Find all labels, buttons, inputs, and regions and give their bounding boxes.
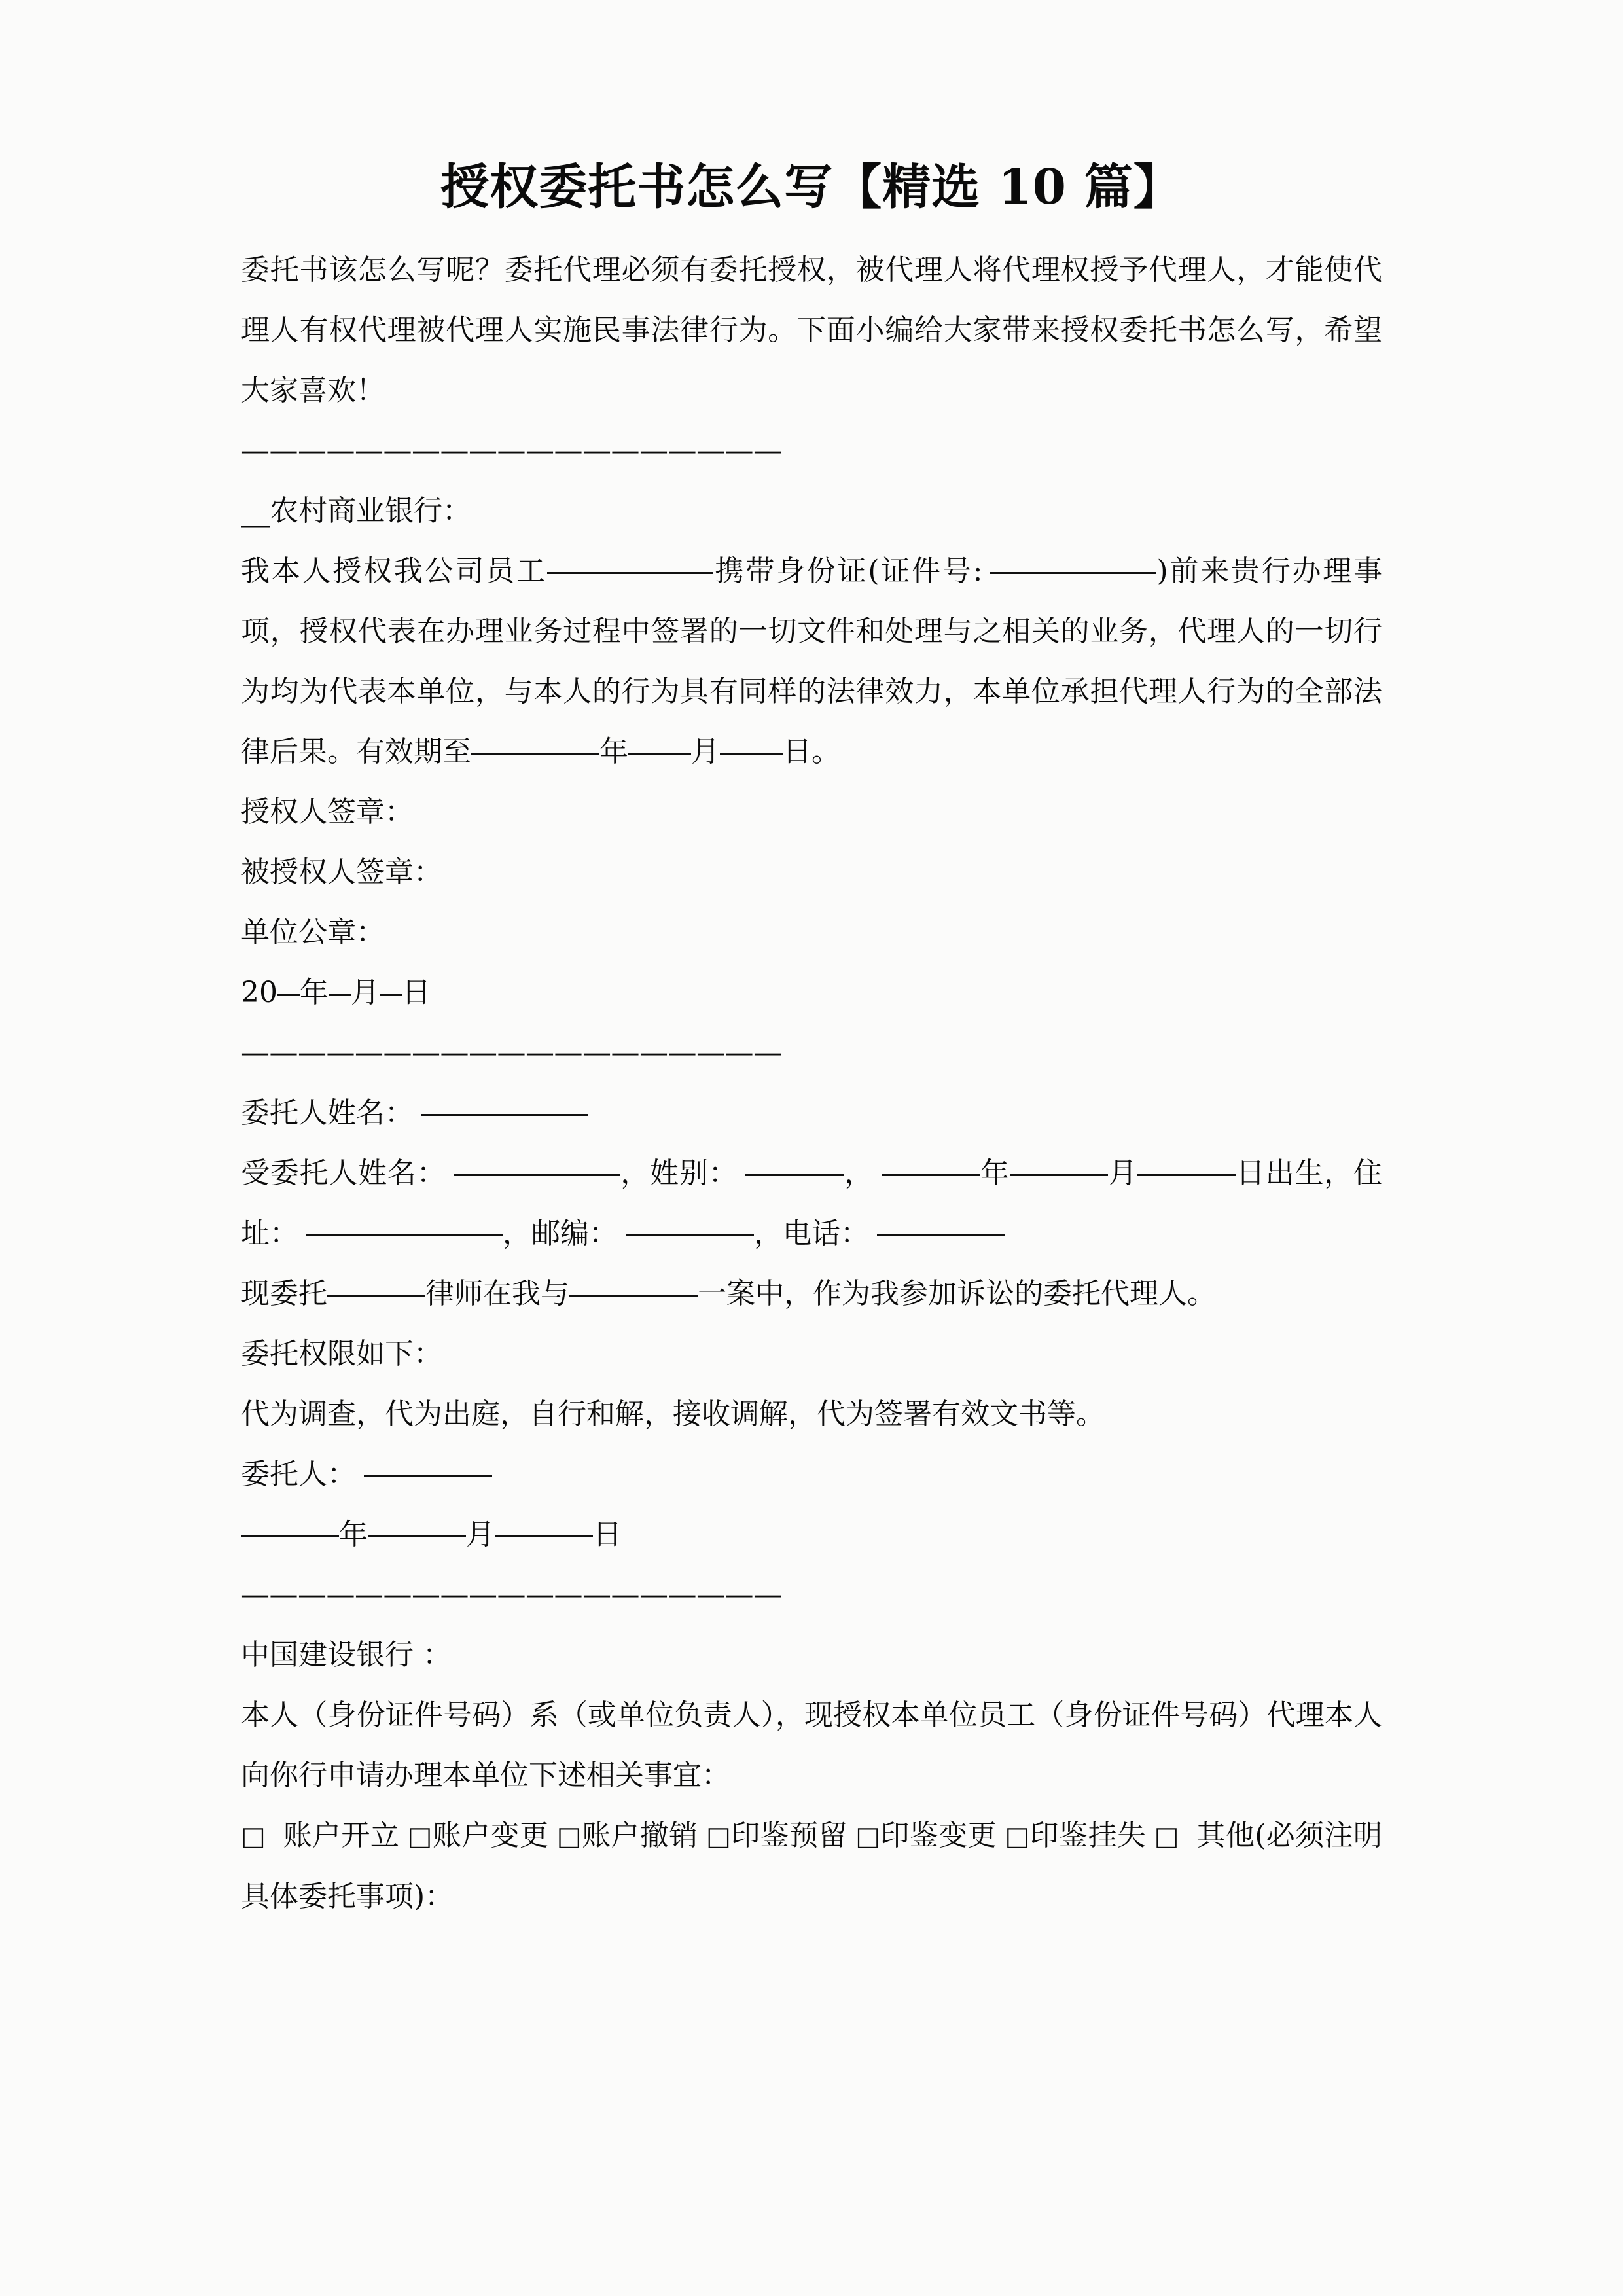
valid-year-blank[interactable] <box>471 753 599 755</box>
section3-body-paragraph: 本人（身份证件号码）系（或单位负责人），现授权本单位员工（身份证件号码）代理本人向你行申请办理本单位下述相关事宜： <box>241 1698 1382 1792</box>
section1-body-e: 月 <box>691 734 720 768</box>
section-separator-3: ——————————————————— <box>241 1577 782 1611</box>
section1-month-blank[interactable] <box>329 994 351 996</box>
section1-addressee-prefix: __ <box>241 493 270 528</box>
valid-month-blank[interactable] <box>628 753 691 755</box>
company-seal-line: 单位公章： <box>241 915 385 949</box>
checkbox-icon[interactable]: □ <box>556 1821 582 1852</box>
valid-day-blank[interactable] <box>720 753 783 755</box>
agent-postcode-label: ，邮编： <box>503 1216 618 1250</box>
section2-principal-sign-blank[interactable] <box>364 1475 492 1477</box>
checkbox-icon[interactable]: □ <box>855 1821 881 1852</box>
section2-date-month-label: 月 <box>466 1517 495 1551</box>
checkbox-options-paragraph <box>241 1806 1382 1927</box>
document-content <box>241 157 1382 1927</box>
entrust-a: 现委托 <box>241 1276 327 1310</box>
agent-birth-comma: ， <box>844 1156 874 1190</box>
agent-gender-label: ，姓别： <box>620 1156 738 1190</box>
section1-addressee: 农村商业银行： <box>270 493 471 528</box>
checkbox-label-other: 其他(必须注明具体委托事项)： <box>241 1818 1383 1913</box>
section3-addressee: 中国建设银行 ： <box>241 1638 452 1672</box>
checkbox-label-seal-reserve: 印鉴预留 <box>731 1818 847 1852</box>
page-title: 授权委托书怎么写【精选 10 篇】 <box>440 159 1183 215</box>
section2-month-blank[interactable] <box>368 1535 466 1537</box>
id-number-blank[interactable] <box>990 572 1156 574</box>
intro-paragraph: 委托书该怎么写呢？委托代理必须有委托授权，被代理人将代理权授予代理人，才能使代理人有权代理被代理人实施民事法律行为。下面小编给大家带来授权委托书怎么写，希望大家喜欢！ <box>241 253 1382 407</box>
scope-body-line: 代为调查，代为出庭，自行和解，接收调解，代为签署有效文书等。 <box>241 1397 1105 1431</box>
section1-body-paragraph <box>241 541 1382 782</box>
agent-details-paragraph <box>241 1143 1382 1264</box>
section2-date-day-label: 日 <box>593 1517 622 1551</box>
agent-birth-month-blank[interactable] <box>1010 1174 1108 1176</box>
checkbox-icon[interactable]: □ <box>407 1821 433 1852</box>
section1-date-year-label: 年 <box>300 975 329 1009</box>
scope-title-line: 委托权限如下： <box>241 1336 442 1371</box>
authorized-signature-line: 被授权人签章： <box>241 855 442 889</box>
entrust-c: 一案中，作为我参加诉讼的委托代理人。 <box>698 1276 1216 1310</box>
section1-date-day-label: 日 <box>402 975 431 1009</box>
agent-address-blank[interactable] <box>306 1234 503 1236</box>
checkbox-label-seal-change: 印鉴变更 <box>880 1818 997 1852</box>
lawyer-name-blank[interactable] <box>327 1295 425 1297</box>
agent-name-label: 受委托人姓名： <box>241 1156 446 1190</box>
section1-body-b: 携带身份证(证件号: <box>713 554 983 588</box>
section2-principal-sign-line <box>241 1444 1382 1505</box>
section2-date-line <box>241 1505 1382 1565</box>
authorizer-signature-line: 授权人签章： <box>241 795 414 829</box>
section2-year-blank[interactable] <box>241 1535 339 1537</box>
checkbox-label-account-change: 账户变更 <box>432 1818 549 1852</box>
checkbox-label-account-close: 账户撤销 <box>582 1818 698 1852</box>
section1-addressee-line <box>241 481 1382 541</box>
section2-date-year-label: 年 <box>339 1517 368 1551</box>
section1-day-blank[interactable] <box>380 994 402 996</box>
agent-name-blank[interactable] <box>454 1174 620 1176</box>
entrust-lawyer-line <box>241 1264 1382 1324</box>
principal-name-label: 委托人姓名： <box>241 1096 414 1130</box>
agent-gender-blank[interactable] <box>745 1174 844 1176</box>
agent-birth-day-address: 日出生，住址： <box>241 1156 1383 1250</box>
principal-name-blank[interactable] <box>421 1114 588 1116</box>
employee-name-blank[interactable] <box>547 572 713 574</box>
agent-phone-blank[interactable] <box>877 1234 1005 1236</box>
checkbox-icon[interactable]: □ <box>241 1821 266 1852</box>
section1-body-f: 日。 <box>783 734 840 768</box>
agent-birth-year: 年 <box>979 1156 1010 1190</box>
principal-name-line <box>241 1083 1382 1143</box>
entrust-b: 律师在我与 <box>425 1276 569 1310</box>
case-party-blank[interactable] <box>569 1295 698 1297</box>
checkbox-icon[interactable]: □ <box>705 1821 732 1852</box>
section-separator-2: ——————————————————— <box>241 1035 782 1069</box>
section1-body-c: )前来贵行办理事项，授权代表在办理业务过程中签署的一切文件和处理与之相关的业务，代理人的一切行为均为代表本单位，与本人的行为具有同样的法律效力，本单位承担代理人行为的全部法律后果。有效期至 <box>241 554 1383 768</box>
checkbox-icon[interactable]: □ <box>1005 1821 1030 1852</box>
section2-day-blank[interactable] <box>495 1535 593 1537</box>
section1-date-line <box>241 963 1382 1023</box>
section1-date-year-prefix: 20 <box>241 975 277 1009</box>
section1-body-d: 年 <box>599 734 628 768</box>
checkbox-label-account-open: 账户开立 <box>283 1818 400 1852</box>
agent-postcode-blank[interactable] <box>626 1234 754 1236</box>
section2-principal-sign-label: 委托人： <box>241 1457 356 1491</box>
agent-birth-year-blank[interactable] <box>882 1174 980 1176</box>
agent-phone-label: ，电话： <box>754 1216 869 1250</box>
agent-birth-month: 月 <box>1107 1156 1138 1190</box>
checkbox-icon[interactable]: □ <box>1154 1821 1180 1852</box>
section1-date-month-label: 月 <box>351 975 380 1009</box>
section1-year-blank[interactable] <box>277 994 300 996</box>
checkbox-label-seal-lost: 印鉴挂失 <box>1029 1818 1147 1852</box>
section1-body-a: 我本人授权我公司员工 <box>241 554 547 588</box>
agent-birth-day-blank[interactable] <box>1137 1174 1236 1176</box>
section-separator-1: ——————————————————— <box>241 433 782 467</box>
